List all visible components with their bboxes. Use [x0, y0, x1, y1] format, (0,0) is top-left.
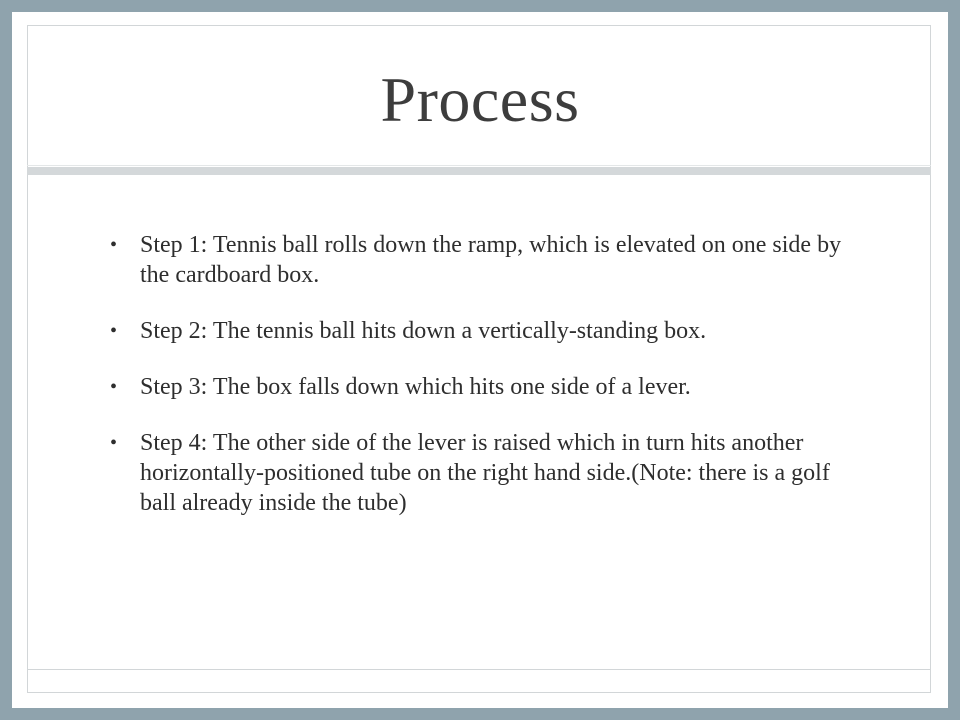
bullet-point-icon: • — [110, 376, 118, 398]
bullet-item-step-2 — [102, 316, 862, 346]
slide-content — [102, 230, 862, 544]
title-band — [12, 12, 948, 168]
bullet-item-step-1 — [102, 230, 862, 290]
bullet-list — [102, 230, 862, 518]
title-divider — [27, 167, 931, 175]
bullet-text-step-3: Step 3: The box falls down which hits one side of a lever. — [140, 374, 691, 400]
bullet-text-step-2: Step 2: The tennis ball hits down a vertically-standing box. — [140, 318, 707, 344]
bullet-item-step-4 — [102, 428, 862, 518]
bullet-text-step-1: Step 1: Tennis ball rolls down the ramp, which is elevated on one side by the cardboard box. — [140, 232, 842, 288]
slide — [12, 12, 948, 708]
bullet-point-icon: • — [110, 320, 118, 342]
bullet-point-icon: • — [110, 234, 118, 256]
bullet-text-step-4: Step 4: The other side of the lever is raised which in turn hits another horizontally-positioned tube on the right hand side.(Note: there is a golf ball already inside the tube) — [140, 430, 830, 516]
slide-title: Process — [380, 64, 580, 135]
bullet-point-icon: • — [110, 432, 118, 454]
title-divider-line — [27, 165, 931, 166]
bullet-item-step-3 — [102, 372, 862, 402]
bottom-frame-line — [27, 669, 931, 670]
